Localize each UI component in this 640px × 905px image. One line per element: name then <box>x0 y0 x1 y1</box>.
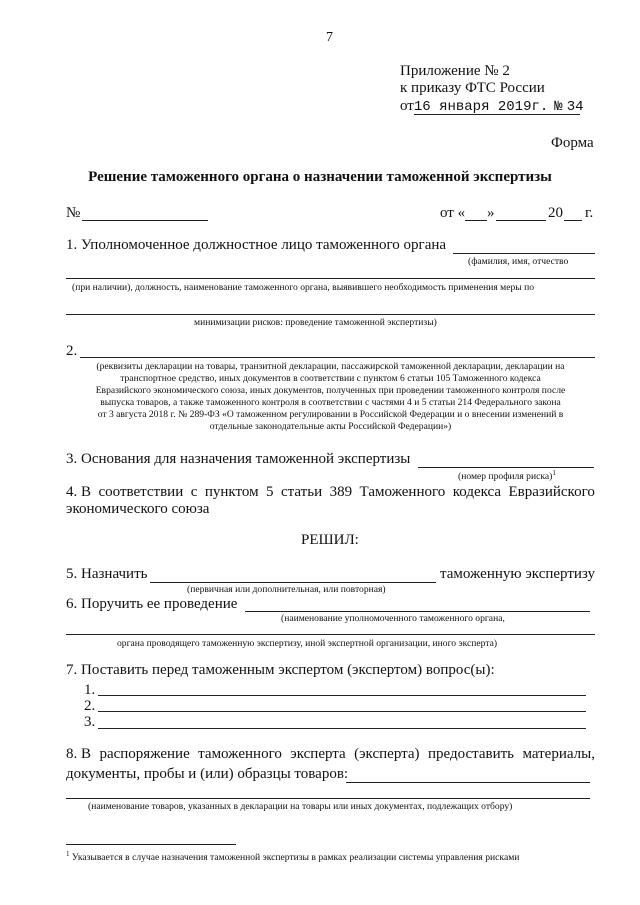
item4-word: 4. В <box>66 484 92 500</box>
document-title: Решение таможенного органа о назначении таможенной экспертизы <box>88 169 552 185</box>
doc-number-label: № <box>66 205 81 221</box>
item4-word: 389 <box>329 484 353 500</box>
question-field[interactable] <box>98 728 586 729</box>
date-year: 20 <box>548 205 563 221</box>
item2-field[interactable] <box>80 357 595 358</box>
item2-caption-line: (реквизиты декларации на товары, транзитной декларации, пассажирской таможенной декларации, декларации на <box>96 361 565 372</box>
item3-field[interactable] <box>418 467 594 468</box>
decided-heading: РЕШИЛ: <box>301 532 359 548</box>
footnote-mark: 1 <box>66 850 70 858</box>
item3-caption: (номер профиля риска)$^1$ <box>458 469 556 483</box>
item1-text: 1. Уполномоченное должностное лицо таможенного органа <box>66 237 447 253</box>
item4-word: 5 <box>266 484 274 500</box>
date-year-field[interactable] <box>564 220 582 221</box>
item1-caption3: минимизации рисков: проведение таможенной экспертизы) <box>194 317 437 328</box>
item8-field2[interactable] <box>66 798 590 799</box>
item6-caption2: органа проводящего таможенную экспертизу, иной экспертной организации, иного эксперта) <box>117 638 498 649</box>
item8-caption: (наименование товаров, указанных в декларации на товары или иных документах, подлежащих отбору) <box>88 801 513 812</box>
item8-word: предоставить <box>427 746 515 762</box>
date-day-field[interactable] <box>465 220 487 221</box>
annex-line2: к приказу ФТС России <box>400 80 545 96</box>
item7-text: 7. Поставить перед таможенным экспертом (экспертом) вопрос(ы): <box>66 662 495 678</box>
annex-number: 34 <box>566 99 584 115</box>
item2-caption-line: от 3 августа 2018 г. № 289-ФЗ «О таможенном регулировании в Российской Федерации и о внесении изменений в <box>97 409 564 420</box>
item8-line1 <box>66 746 595 763</box>
form-label: Форма <box>551 135 594 151</box>
item1-line3-field[interactable] <box>66 314 595 315</box>
item5-field[interactable] <box>150 582 436 583</box>
annex-date-prefix: от <box>400 98 414 114</box>
item8-word: (эксперта) <box>354 746 420 762</box>
question-number: 2. <box>84 698 96 714</box>
item8-word: эксперта <box>290 746 346 762</box>
item4-word: с <box>190 484 198 500</box>
annex-date-line <box>400 97 584 115</box>
question-field[interactable] <box>98 695 586 696</box>
item8-field1[interactable] <box>346 782 590 783</box>
item1-caption1: (фамилия, имя, отчество <box>468 256 569 267</box>
question-number: 1. <box>84 682 96 698</box>
footnote-text: Указывается в случае назначения таможенной экспертизы в рамках реализации системы управления рисками <box>71 852 520 864</box>
page-number: 7 <box>326 30 333 45</box>
item6-field2[interactable] <box>66 634 595 635</box>
item1-name-field[interactable] <box>453 253 595 254</box>
annex-date-stamp: 16 января 2019г. <box>413 99 549 115</box>
footnote <box>66 850 519 863</box>
item4-word: статьи <box>281 484 323 500</box>
item1-caption2: (при наличии), должность, наименование таможенного органа, выявившего необходимость применения меры по <box>72 282 535 293</box>
item8-line2: документы, пробы и (или) образцы товаров: <box>66 766 349 782</box>
item3-text: 3. Основания для назначения таможенной экспертизы <box>66 451 411 467</box>
item2-caption-line: транспортное средство, иных документов в соответствии с пунктом 6 статьи 105 Таможенного кодекса <box>120 373 541 384</box>
item2-number: 2. <box>66 343 78 359</box>
item5-caption: (первичная или дополнительная, или повторная) <box>187 584 386 595</box>
item4-line1 <box>66 484 595 501</box>
item4-line2: экономического союза <box>66 501 210 517</box>
item4-word: Таможенного <box>359 484 446 500</box>
item2-caption-line: выпуска товаров, а также таможенного контроля в соответствии с частями 4 и 5 статьи 214 Федерального закона <box>100 397 561 408</box>
item6-caption1: (наименование уполномоченного таможенного органа, <box>281 613 505 624</box>
item6-label: 6. Поручить ее проведение <box>66 596 238 612</box>
date-prefix: от « <box>440 205 466 221</box>
item4-word: соответствии <box>98 484 184 500</box>
item5-suffix: таможенную экспертизу <box>440 566 596 582</box>
question-field[interactable] <box>98 711 586 712</box>
item8-word: распоряжение <box>99 746 190 762</box>
item6-field1[interactable] <box>245 611 590 612</box>
item8-word: материалы, <box>522 746 595 762</box>
annex-line1: Приложение № 2 <box>400 63 510 79</box>
item2-caption-line: Евразийского экономического союза, иных документов, полученных при проведении таможенного контроля после <box>95 385 566 396</box>
footnote-divider <box>66 844 236 845</box>
doc-number-field[interactable] <box>82 220 208 221</box>
date-mid: » <box>487 205 495 221</box>
item8-word: таможенного <box>198 746 282 762</box>
item4-word: пунктом <box>204 484 259 500</box>
item4-word: Евразийского <box>508 484 595 500</box>
item4-word: кодекса <box>452 484 502 500</box>
item8-word: 8. В <box>66 746 92 762</box>
date-year-suffix: г. <box>585 205 594 221</box>
item2-caption-line: отдельные законодательные акты Российской Федерации») <box>209 421 452 432</box>
annex-number-prefix: № <box>554 99 563 115</box>
item1-line2-field[interactable] <box>66 278 595 279</box>
item3-footnote-mark: 1 <box>552 469 556 477</box>
question-number: 3. <box>84 714 96 730</box>
date-month-field[interactable] <box>496 220 546 221</box>
item5-label: 5. Назначить <box>66 566 148 582</box>
annex-date-underline <box>414 114 580 115</box>
